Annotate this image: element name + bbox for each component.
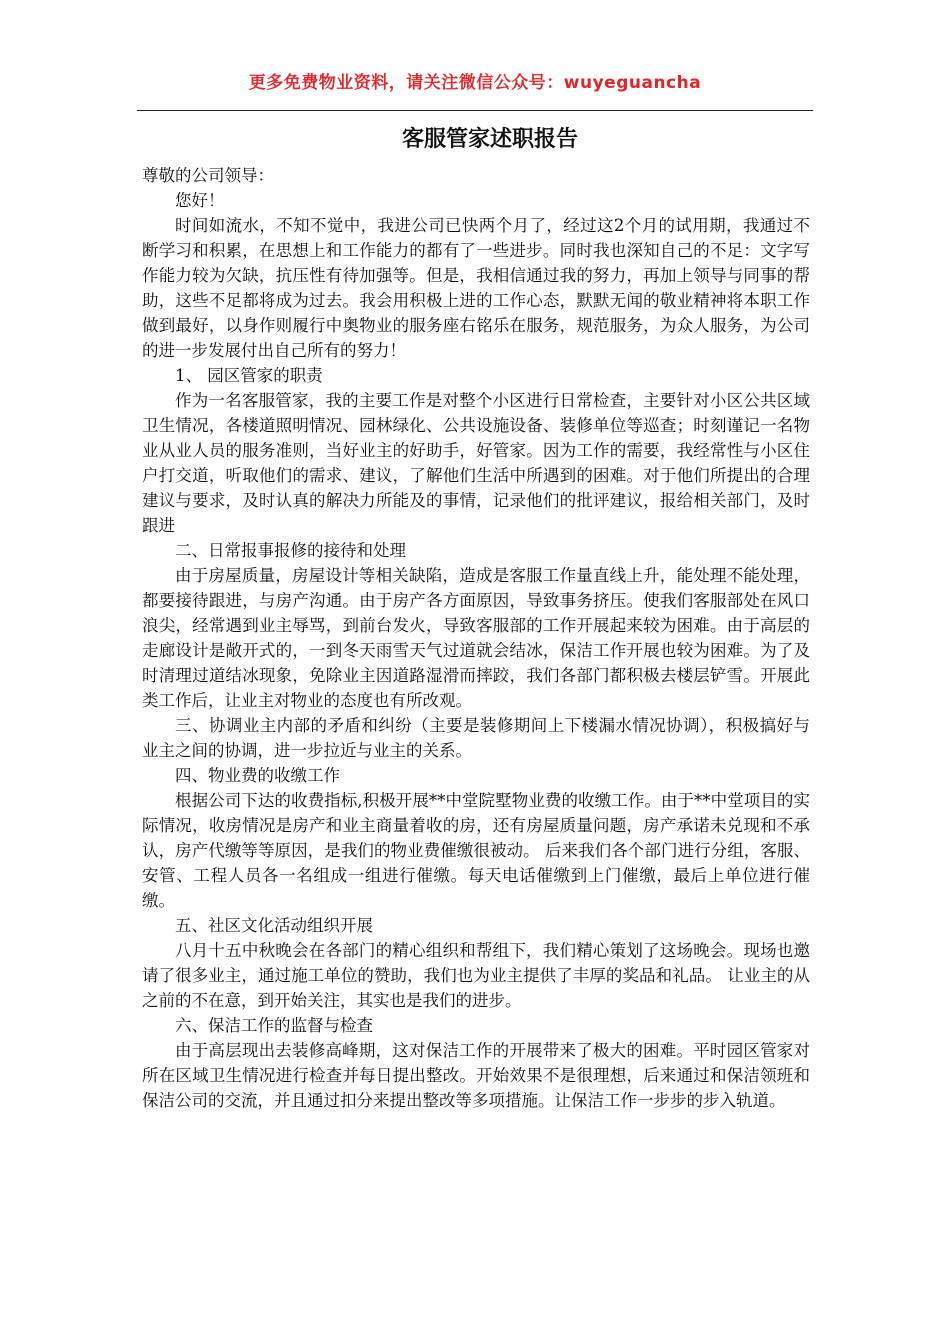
paragraph-cleaning: 由于高层现出去装修高峰期，这对保洁工作的开展带来了极大的困难。平时园区管家对所在区域卫生情况进行检查并每日提出整改。开始效果不是很理想，后来通过和保洁领班和保洁公司的交流，并且通过扣分来提出整改等多项措施。让保洁工作一步步的步入轨道。	[142, 1041, 810, 1110]
document-title: 客服管家述职报告	[401, 126, 578, 152]
paragraph-repairs: 由于房屋质量，房屋设计等相关缺陷，造成是客服工作量直线上升，能处理不能处理，都要接待跟进，与房产沟通。由于房产各方面原因，导致事务挤压。使我们客服部处在风口浪尖，经常遇到业主辱骂，到前台发火，导致客服部的工作开展起来较为困难。由于高层的走廊设计是敞开式的，一到冬天雨雪天气过道就会结冰，保洁工作开展也较为困难。为了及时清理过道结冰现象，免除业主因道路湿滑而摔跤，我们各部门都积极去楼层铲雪。开展此类工作后，让业主对物业的态度也有所改观。	[142, 566, 810, 710]
salutation: 尊敬的公司领导：	[142, 166, 274, 185]
section-heading-fees: 四、物业费的收缴工作	[175, 766, 340, 785]
paragraph-duties: 作为一名客服管家，我的主要工作是对整个小区进行日常检查，主要针对小区公共区域卫生情况，各楼道照明情况、园林绿化、公共设施设备、装修单位等巡查；时刻谨记一名物业从业人员的服务准则，当好业主的好助手，好管家。因为工作的需要，我经常性与小区住户打交道，听取他们的需求、建议，了解他们生活中所遇到的困难。对于他们所提出的合理建议与要求，及时认真的解决力所能及的事情，记录他们的批评建议，报给相关部门，及时跟进	[142, 391, 810, 535]
header-divider	[137, 110, 813, 111]
document-body	[142, 163, 810, 1113]
section-heading-duties: 1、 园区管家的职责	[175, 366, 323, 385]
greeting: 您好！	[175, 191, 225, 210]
section-heading-repairs: 二、日常报事报修的接待和处理	[175, 541, 406, 560]
paragraph-coordination: 三、协调业主内部的矛盾和纠纷（主要是装修期间上下楼漏水情况协调），积极搞好与业主之间的协调，进一步拉近与业主的关系。	[142, 716, 810, 760]
paragraph-intro: 时间如流水，不知不觉中，我进公司已快两个月了，经过这2个月的试用期，我通过不断学习和积累，在思想上和工作能力的都有了一些进步。同时我也深知自己的不足：文字写作能力较为欠缺，抗压性有待加强等。但是，我相信通过我的努力，再加上领导与同事的帮助，这些不足都将成为过去。我会用积极上进的工作心态，默默无闻的敬业精神将本职工作做到最好，以身作则履行中奥物业的服务座右铭乐在服务，规范服务，为众人服务，为公司的进一步发展付出自己所有的努力！	[142, 216, 810, 360]
header-banner: 更多免费物业资料，请关注微信公众号：wuyeguancha	[248, 73, 702, 93]
paragraph-culture: 八月十五中秋晚会在各部门的精心组织和帮组下，我们精心策划了这场晚会。现场也邀请了很多业主，通过施工单位的赞助，我们也为业主提供了丰厚的奖品和礼品。 让业主的从之前的不在意，到开始关注，其实也是我们的进步。	[142, 941, 810, 1010]
section-heading-culture: 五、社区文化活动组织开展	[175, 916, 373, 935]
paragraph-fees: 根据公司下达的收费指标,积极开展**中堂院墅物业费的收缴工作。由于**中堂项目的实际情况，收房情况是房产和业主商量着收的房，还有房屋质量问题，房产承诺未兑现和不承认，房产代缴等等原因，是我们的物业费催缴很被动。 后来我们各个部门进行分组，客服、安管、工程人员各一名组成一组进行催缴。每天电话催缴到上门催缴，最后上单位进行催缴。	[142, 791, 810, 910]
section-heading-cleaning: 六、保洁工作的监督与检查	[175, 1016, 373, 1035]
